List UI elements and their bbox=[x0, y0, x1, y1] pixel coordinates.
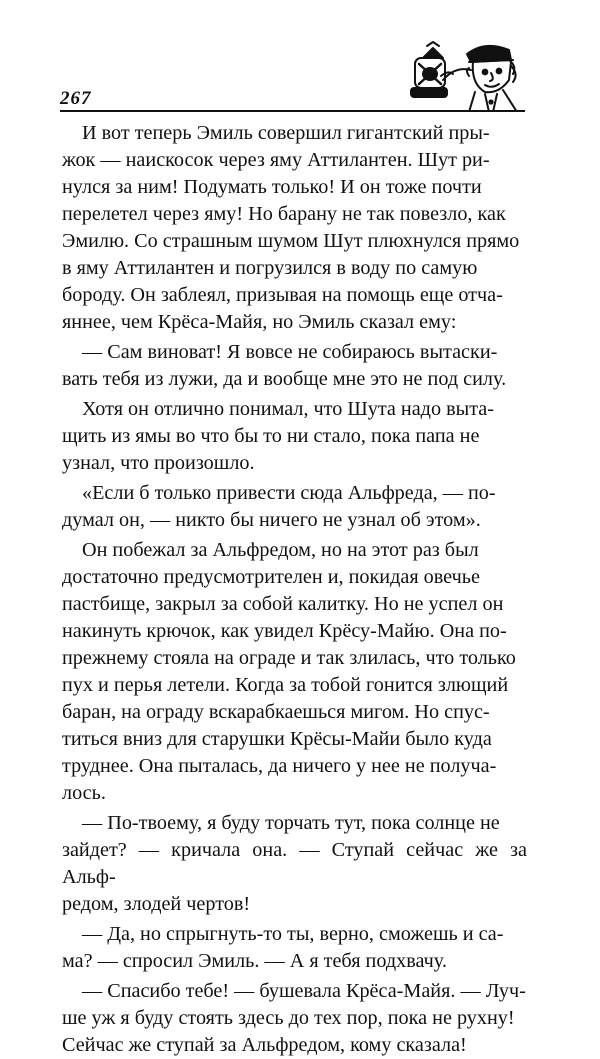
page-number: 267 bbox=[60, 88, 92, 109]
paragraph: — Сам виноват! Я вовсе не собираюсь вытаски- вать тебя из лужи, да и вообще мне это не под силу. bbox=[62, 341, 507, 390]
paragraph: Он побежал за Альфредом, но на этот раз был достаточно предусмотрителен и, покидая овечье пастбище, закрыл за собой калитку. Но не успел он накинуть крючок, как увидел Крёсу-Майю. Она по- прежнему стояла на ограде и так злилась, что только пух и перья летели. Когда за тобой гонится злющий баран, на ограду вскарабкаешься мигом. Но спус- титься вниз для старушки Крёсы-Майи было куда труднее. Она пыталась, да ничего у нее не получа- лось. bbox=[62, 539, 516, 804]
paragraph: И вот теперь Эмиль совершил гигантский пры- жок — наискосок через яму Аттилантен. Шут ри- нулся за ним! Подумать только! И он тоже почти перелетел через яму! Но барану не так повезло, как Эмилю. Со страшным шумом Шут плюхнулся прямо в яму Аттилантен и погрузился в воду по самую бороду. Он заблеял, призывая на помощь еще отча- яннее, чем Крёса-Майя, но Эмиль сказал ему: bbox=[62, 122, 520, 333]
boy-with-lantern-illustration bbox=[393, 40, 525, 112]
paragraph: «Если б только привести сюда Альфреда, — по- думал он, — никто бы ничего не узнал об этом». bbox=[62, 482, 496, 531]
page-header bbox=[60, 40, 525, 112]
paragraph: Хотя он отлично понимал, что Шута надо выта- щить из ямы во что бы то ни стало, пока папа не узнал, что произошло. bbox=[62, 398, 494, 474]
paragraph: — По-твоему, я буду торчать тут, пока солнце не зайдет? — кричала она. — Ступай сейчас же за Альф- редом, злодей чертов! bbox=[62, 812, 527, 915]
page-body-text bbox=[62, 120, 527, 1059]
paragraph: — Да, но спрыгнуть-то ты, верно, сможешь и са- ма? — спросил Эмиль. — А я тебя подхвачу. bbox=[62, 923, 504, 972]
paragraph: — Спасибо тебе! — бушевала Крёса-Майя. — Луч- ше уж я буду стоять здесь до тех пор, пока не рухну! Сейчас же ступай за Альфредом, кому сказала! bbox=[62, 980, 526, 1056]
